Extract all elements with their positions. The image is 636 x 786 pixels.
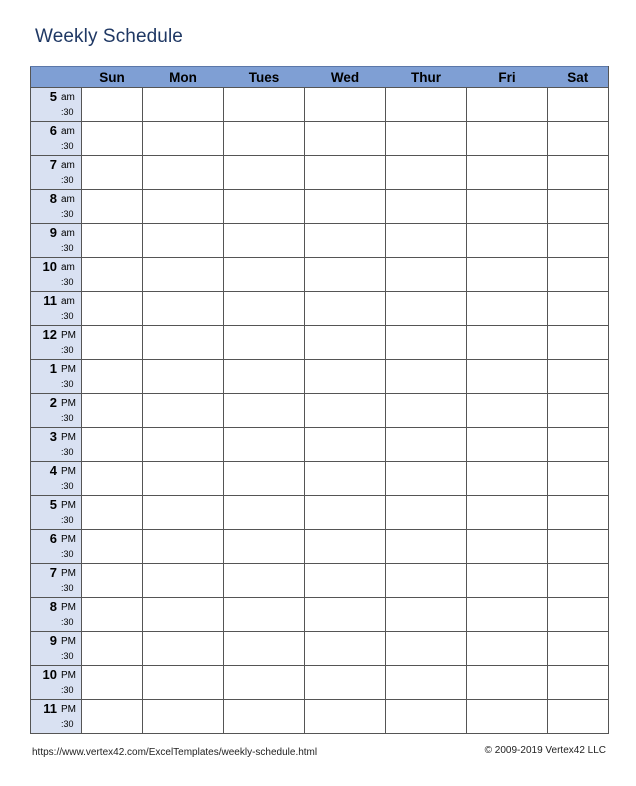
half-hour-label: :30 bbox=[61, 685, 74, 695]
time-label-cell bbox=[31, 632, 82, 666]
schedule-cell[interactable] bbox=[224, 292, 305, 326]
schedule-cell[interactable] bbox=[82, 156, 143, 190]
schedule-cell[interactable] bbox=[143, 360, 224, 394]
schedule-cell[interactable] bbox=[467, 360, 548, 394]
hour-row bbox=[31, 462, 609, 496]
schedule-cell[interactable] bbox=[305, 224, 386, 258]
schedule-cell[interactable] bbox=[82, 122, 143, 156]
schedule-cell[interactable] bbox=[548, 462, 609, 496]
schedule-cell[interactable] bbox=[143, 88, 224, 122]
schedule-cell[interactable] bbox=[82, 564, 143, 598]
schedule-cell[interactable] bbox=[224, 88, 305, 122]
hour-row bbox=[31, 394, 609, 428]
time-label-cell bbox=[31, 88, 82, 122]
hour-period: am bbox=[61, 262, 75, 273]
schedule-cell[interactable] bbox=[143, 530, 224, 564]
time-label-cell bbox=[31, 428, 82, 462]
half-hour-label: :30 bbox=[61, 311, 74, 321]
hour-period: PM bbox=[61, 636, 76, 647]
half-hour-label: :30 bbox=[61, 175, 74, 185]
hour-period: am bbox=[61, 160, 75, 171]
hour-number: 3 bbox=[49, 429, 57, 444]
schedule-cell[interactable] bbox=[305, 666, 386, 700]
time-label-cell bbox=[31, 258, 82, 292]
day-header-thur: Thur bbox=[386, 67, 467, 88]
schedule-cell[interactable] bbox=[143, 258, 224, 292]
schedule-cell[interactable] bbox=[548, 326, 609, 360]
hour-number: 6 bbox=[49, 531, 57, 546]
schedule-cell[interactable] bbox=[305, 530, 386, 564]
schedule-cell[interactable] bbox=[143, 156, 224, 190]
day-header-sun: Sun bbox=[82, 67, 143, 88]
schedule-cell[interactable] bbox=[224, 428, 305, 462]
schedule-cell[interactable] bbox=[224, 598, 305, 632]
time-label-cell bbox=[31, 700, 82, 734]
schedule-cell[interactable] bbox=[467, 530, 548, 564]
schedule-cell[interactable] bbox=[305, 428, 386, 462]
schedule-cell[interactable] bbox=[548, 530, 609, 564]
schedule-cell[interactable] bbox=[305, 360, 386, 394]
schedule-cell[interactable] bbox=[224, 224, 305, 258]
schedule-cell[interactable] bbox=[386, 156, 467, 190]
hour-period: am bbox=[61, 296, 75, 307]
hour-period: am bbox=[61, 92, 75, 103]
hour-period: PM bbox=[61, 432, 76, 443]
hour-number: 1 bbox=[49, 361, 57, 376]
schedule-cell[interactable] bbox=[548, 122, 609, 156]
schedule-cell[interactable] bbox=[386, 496, 467, 530]
schedule-cell[interactable] bbox=[224, 462, 305, 496]
schedule-cell[interactable] bbox=[305, 88, 386, 122]
schedule-cell[interactable] bbox=[224, 530, 305, 564]
schedule-cell[interactable] bbox=[305, 394, 386, 428]
hour-number: 2 bbox=[49, 395, 57, 410]
time-label-cell bbox=[31, 598, 82, 632]
schedule-cell[interactable] bbox=[548, 496, 609, 530]
hour-row bbox=[31, 258, 609, 292]
schedule-cell[interactable] bbox=[548, 292, 609, 326]
schedule-cell[interactable] bbox=[386, 428, 467, 462]
schedule-cell[interactable] bbox=[548, 564, 609, 598]
hour-number: 6 bbox=[49, 123, 57, 138]
hour-number: 9 bbox=[49, 633, 57, 648]
hour-period: PM bbox=[61, 704, 76, 715]
schedule-cell[interactable] bbox=[143, 700, 224, 734]
hour-number: 4 bbox=[49, 463, 57, 478]
hour-row bbox=[31, 224, 609, 258]
schedule-cell[interactable] bbox=[548, 258, 609, 292]
schedule-cell[interactable] bbox=[143, 292, 224, 326]
schedule-cell[interactable] bbox=[143, 598, 224, 632]
schedule-cell[interactable] bbox=[467, 632, 548, 666]
hour-number: 10 bbox=[42, 259, 57, 274]
schedule-cell[interactable] bbox=[548, 190, 609, 224]
time-column-header bbox=[31, 67, 82, 88]
schedule-cell[interactable] bbox=[386, 88, 467, 122]
schedule-cell[interactable] bbox=[82, 666, 143, 700]
hour-period: am bbox=[61, 228, 75, 239]
schedule-cell[interactable] bbox=[82, 428, 143, 462]
schedule-cell[interactable] bbox=[467, 258, 548, 292]
schedule-cell[interactable] bbox=[143, 394, 224, 428]
time-label-cell bbox=[31, 190, 82, 224]
hour-row bbox=[31, 700, 609, 734]
hour-number: 8 bbox=[49, 191, 57, 206]
schedule-cell[interactable] bbox=[467, 224, 548, 258]
half-hour-label: :30 bbox=[61, 515, 74, 525]
half-hour-label: :30 bbox=[61, 107, 74, 117]
schedule-cell[interactable] bbox=[305, 564, 386, 598]
schedule-cell[interactable] bbox=[82, 394, 143, 428]
hour-period: PM bbox=[61, 670, 76, 681]
schedule-cell[interactable] bbox=[143, 462, 224, 496]
schedule-cell[interactable] bbox=[143, 666, 224, 700]
time-label-cell bbox=[31, 326, 82, 360]
schedule-cell[interactable] bbox=[548, 428, 609, 462]
half-hour-label: :30 bbox=[61, 719, 74, 729]
hour-row bbox=[31, 564, 609, 598]
hour-period: PM bbox=[61, 534, 76, 545]
schedule-cell[interactable] bbox=[467, 326, 548, 360]
schedule-cell[interactable] bbox=[224, 700, 305, 734]
half-hour-label: :30 bbox=[61, 141, 74, 151]
hour-number: 7 bbox=[49, 565, 57, 580]
schedule-cell[interactable] bbox=[82, 224, 143, 258]
schedule-cell[interactable] bbox=[82, 496, 143, 530]
hour-row bbox=[31, 666, 609, 700]
schedule-cell[interactable] bbox=[224, 360, 305, 394]
hour-row bbox=[31, 326, 609, 360]
schedule-cell[interactable] bbox=[467, 428, 548, 462]
half-hour-label: :30 bbox=[61, 549, 74, 559]
time-label-cell bbox=[31, 292, 82, 326]
day-header-fri: Fri bbox=[467, 67, 548, 88]
schedule-cell[interactable] bbox=[82, 360, 143, 394]
half-hour-label: :30 bbox=[61, 617, 74, 627]
hour-number: 5 bbox=[49, 89, 57, 104]
day-header-row bbox=[31, 67, 609, 88]
schedule-cell[interactable] bbox=[467, 156, 548, 190]
schedule-cell[interactable] bbox=[224, 190, 305, 224]
schedule-cell[interactable] bbox=[82, 632, 143, 666]
schedule-cell[interactable] bbox=[548, 156, 609, 190]
schedule-cell[interactable] bbox=[386, 224, 467, 258]
half-hour-label: :30 bbox=[61, 345, 74, 355]
schedule-cell[interactable] bbox=[305, 326, 386, 360]
schedule-cell[interactable] bbox=[386, 326, 467, 360]
schedule-cell[interactable] bbox=[548, 88, 609, 122]
schedule-cell[interactable] bbox=[224, 258, 305, 292]
schedule-cell[interactable] bbox=[548, 394, 609, 428]
half-hour-label: :30 bbox=[61, 447, 74, 457]
hour-number: 9 bbox=[49, 225, 57, 240]
schedule-cell[interactable] bbox=[82, 258, 143, 292]
schedule-cell[interactable] bbox=[82, 462, 143, 496]
half-hour-label: :30 bbox=[61, 243, 74, 253]
schedule-cell[interactable] bbox=[82, 292, 143, 326]
hour-row bbox=[31, 122, 609, 156]
hour-period: am bbox=[61, 194, 75, 205]
schedule-cell[interactable] bbox=[386, 292, 467, 326]
half-hour-label: :30 bbox=[61, 583, 74, 593]
hour-row bbox=[31, 428, 609, 462]
schedule-cell[interactable] bbox=[305, 292, 386, 326]
schedule-cell[interactable] bbox=[305, 700, 386, 734]
half-hour-label: :30 bbox=[61, 209, 74, 219]
hour-number: 5 bbox=[49, 497, 57, 512]
hour-number: 8 bbox=[49, 599, 57, 614]
hour-period: PM bbox=[61, 602, 76, 613]
hour-period: PM bbox=[61, 466, 76, 477]
hour-number: 10 bbox=[42, 667, 57, 682]
hour-row bbox=[31, 156, 609, 190]
schedule-cell[interactable] bbox=[386, 190, 467, 224]
schedule-cell[interactable] bbox=[82, 326, 143, 360]
schedule-cell[interactable] bbox=[467, 462, 548, 496]
hour-number: 11 bbox=[43, 293, 57, 308]
schedule-cell[interactable] bbox=[224, 632, 305, 666]
schedule-cell[interactable] bbox=[386, 258, 467, 292]
time-label-cell bbox=[31, 496, 82, 530]
hour-period: am bbox=[61, 126, 75, 137]
hour-row bbox=[31, 598, 609, 632]
schedule-cell[interactable] bbox=[305, 462, 386, 496]
half-hour-label: :30 bbox=[61, 651, 74, 661]
time-label-cell bbox=[31, 394, 82, 428]
schedule-cell[interactable] bbox=[143, 190, 224, 224]
schedule-cell[interactable] bbox=[548, 224, 609, 258]
day-header-wed: Wed bbox=[305, 67, 386, 88]
schedule-cell[interactable] bbox=[386, 564, 467, 598]
page-title: Weekly Schedule bbox=[35, 26, 183, 47]
schedule-cell[interactable] bbox=[82, 700, 143, 734]
schedule-cell[interactable] bbox=[386, 122, 467, 156]
schedule-cell[interactable] bbox=[305, 632, 386, 666]
schedule-cell[interactable] bbox=[467, 564, 548, 598]
schedule-cell[interactable] bbox=[467, 496, 548, 530]
schedule-cell[interactable] bbox=[143, 496, 224, 530]
time-label-cell bbox=[31, 224, 82, 258]
schedule-cell[interactable] bbox=[224, 326, 305, 360]
schedule-cell[interactable] bbox=[386, 530, 467, 564]
schedule-cell[interactable] bbox=[548, 360, 609, 394]
schedule-cell[interactable] bbox=[82, 530, 143, 564]
schedule-cell[interactable] bbox=[82, 88, 143, 122]
schedule-cell[interactable] bbox=[467, 88, 548, 122]
schedule-cell[interactable] bbox=[305, 258, 386, 292]
half-hour-label: :30 bbox=[61, 277, 74, 287]
schedule-cell[interactable] bbox=[467, 122, 548, 156]
schedule-cell[interactable] bbox=[143, 224, 224, 258]
hour-row bbox=[31, 496, 609, 530]
schedule-cell[interactable] bbox=[224, 496, 305, 530]
schedule-cell[interactable] bbox=[224, 666, 305, 700]
schedule-cell[interactable] bbox=[467, 598, 548, 632]
time-label-cell bbox=[31, 564, 82, 598]
schedule-cell[interactable] bbox=[548, 598, 609, 632]
schedule-cell[interactable] bbox=[305, 156, 386, 190]
schedule-cell[interactable] bbox=[305, 122, 386, 156]
schedule-cell[interactable] bbox=[305, 190, 386, 224]
schedule-cell[interactable] bbox=[305, 496, 386, 530]
hour-row bbox=[31, 190, 609, 224]
hour-number: 11 bbox=[43, 701, 57, 716]
hour-row bbox=[31, 292, 609, 326]
time-label-cell bbox=[31, 462, 82, 496]
hour-row bbox=[31, 530, 609, 564]
hour-row bbox=[31, 88, 609, 122]
half-hour-label: :30 bbox=[61, 379, 74, 389]
half-hour-label: :30 bbox=[61, 413, 74, 423]
time-label-cell bbox=[31, 666, 82, 700]
schedule-cell[interactable] bbox=[386, 598, 467, 632]
hour-period: PM bbox=[61, 364, 76, 375]
hour-period: PM bbox=[61, 500, 76, 511]
half-hour-label: :30 bbox=[61, 481, 74, 491]
schedule-cell[interactable] bbox=[467, 666, 548, 700]
schedule-cell[interactable] bbox=[143, 632, 224, 666]
time-label-cell bbox=[31, 122, 82, 156]
hour-number: 7 bbox=[49, 157, 57, 172]
hour-period: PM bbox=[61, 330, 76, 341]
schedule-cell[interactable] bbox=[386, 632, 467, 666]
schedule-cell[interactable] bbox=[467, 190, 548, 224]
schedule-cell[interactable] bbox=[143, 564, 224, 598]
schedule-cell[interactable] bbox=[82, 598, 143, 632]
hour-period: PM bbox=[61, 398, 76, 409]
schedule-cell[interactable] bbox=[143, 326, 224, 360]
schedule-cell[interactable] bbox=[548, 700, 609, 734]
schedule-cell[interactable] bbox=[548, 666, 609, 700]
hour-row bbox=[31, 632, 609, 666]
schedule-cell[interactable] bbox=[82, 190, 143, 224]
schedule-cell[interactable] bbox=[224, 122, 305, 156]
day-header-tues: Tues bbox=[224, 67, 305, 88]
schedule-cell[interactable] bbox=[548, 632, 609, 666]
schedule-cell[interactable] bbox=[305, 598, 386, 632]
schedule-cell[interactable] bbox=[386, 360, 467, 394]
schedule-cell[interactable] bbox=[224, 394, 305, 428]
schedule-cell[interactable] bbox=[467, 700, 548, 734]
hour-period: PM bbox=[61, 568, 76, 579]
day-header-mon: Mon bbox=[143, 67, 224, 88]
schedule-cell[interactable] bbox=[224, 564, 305, 598]
schedule-cell[interactable] bbox=[467, 292, 548, 326]
hour-row bbox=[31, 360, 609, 394]
schedule-cell[interactable] bbox=[224, 156, 305, 190]
schedule-cell[interactable] bbox=[386, 462, 467, 496]
day-header-sat: Sat bbox=[548, 67, 609, 88]
schedule-cell[interactable] bbox=[143, 122, 224, 156]
schedule-cell[interactable] bbox=[386, 700, 467, 734]
time-label-cell bbox=[31, 530, 82, 564]
schedule-cell[interactable] bbox=[386, 666, 467, 700]
hour-number: 12 bbox=[42, 327, 57, 342]
schedule-cell[interactable] bbox=[143, 428, 224, 462]
time-label-cell bbox=[31, 360, 82, 394]
schedule-table bbox=[30, 66, 609, 734]
schedule-cell[interactable] bbox=[467, 394, 548, 428]
footer-url: https://www.vertex42.com/ExcelTemplates/weekly-schedule.html bbox=[32, 747, 318, 758]
schedule-cell[interactable] bbox=[386, 394, 467, 428]
footer-copyright: © 2009-2019 Vertex42 LLC bbox=[484, 745, 606, 756]
time-label-cell bbox=[31, 156, 82, 190]
